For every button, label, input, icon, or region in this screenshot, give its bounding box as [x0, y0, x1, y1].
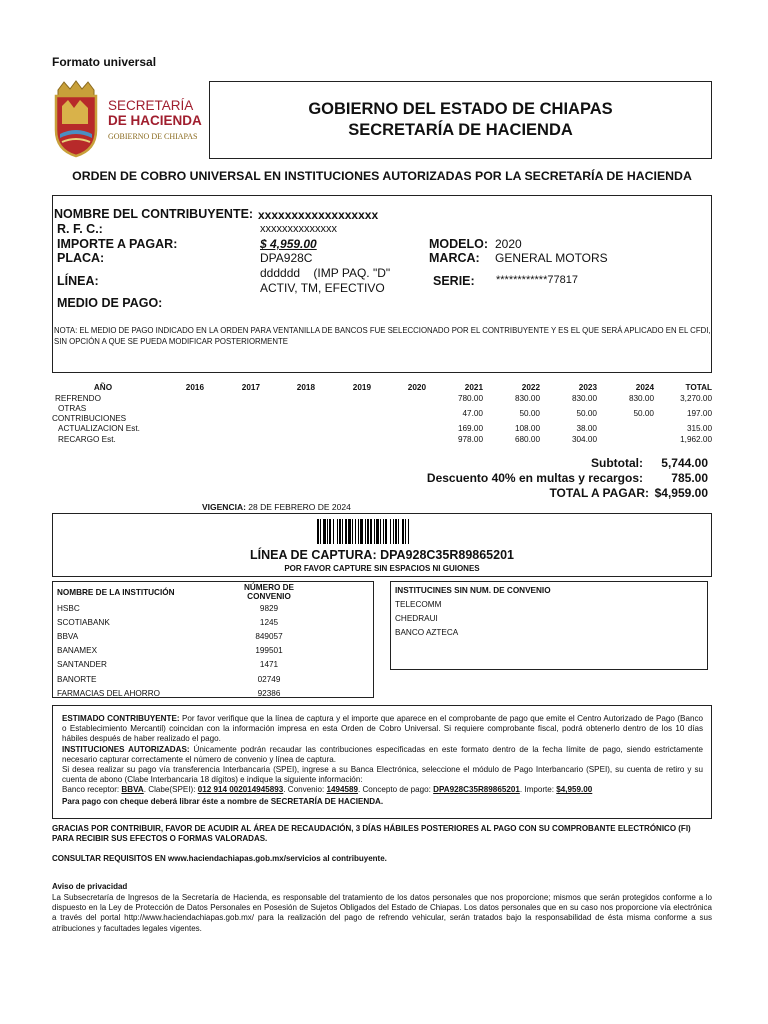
table-row [52, 424, 712, 435]
header-2016: 2016 [185, 383, 204, 392]
order-title: ORDEN DE COBRO UNIVERSAL EN INSTITUCIONES AUTORIZADAS POR LA SECRETARÍA DE HACIENDA [72, 169, 692, 183]
notice-box [52, 705, 712, 819]
spei-amount: $4,959.00 [556, 785, 593, 795]
spei-label-agreement: . Convenio: [283, 785, 327, 795]
table-cell [154, 424, 204, 435]
table-cell: 50.00 [633, 408, 654, 418]
brand-value: GENERAL MOTORS [495, 251, 608, 265]
table-row [53, 601, 373, 615]
table-cell [260, 394, 315, 405]
notice-heading-contribuyente: ESTIMADO CONTRIBUYENTE: [62, 714, 180, 723]
payment-note: NOTA: EL MEDIO DE PAGO INDICADO EN LA ORDEN PARA VENTANILLA DE BANCOS FUE SELECCIONADO POR EL CONTRIBUYENTE Y ES EL QUE SERÁ APLICADO EN EL CFDI, SIN OPCIÓN A QUE SE PUEDA MODIFICAR POSTERIORMENTE [54, 326, 711, 346]
table-cell [371, 424, 426, 435]
amount-value: $ 4,959.00 [260, 237, 317, 251]
table-cell [204, 404, 260, 424]
table-cell: 830.00 [514, 393, 540, 403]
format-label: Formato universal [52, 55, 157, 69]
header-2020: 2020 [407, 383, 426, 392]
table-cell: 47.00 [462, 408, 483, 418]
institutions-box [52, 581, 374, 698]
agreement-number: 9829 [259, 603, 279, 613]
table-cell: 315.00 [686, 424, 712, 433]
institution-name: FARMACIAS DEL AHORRO [57, 688, 160, 698]
rfc-value: xxxxxxxxxxxxxx [260, 223, 337, 235]
table-cell: 108.00 [514, 424, 540, 433]
taxpayer-box [52, 195, 712, 373]
header-2018: 2018 [296, 383, 315, 392]
table-row [53, 686, 373, 700]
table-cell [371, 394, 426, 405]
spei-label-amount: . Importe: [519, 785, 557, 795]
consult-link-text: CONSULTAR REQUISITOS EN www.haciendachiapas.gob.mx/servicios al contribuyente. [52, 854, 387, 863]
table-cell [315, 424, 371, 435]
header-2021: 2021 [464, 383, 483, 392]
table-cell [204, 394, 260, 405]
rfc-label: R. F. C.: [57, 222, 103, 236]
capture-line: LÍNEA DE CAPTURA: DPA928C35R89865201 [250, 548, 514, 562]
table-cell [597, 435, 654, 446]
years-table [52, 383, 712, 445]
agreement-number: 1471 [259, 660, 279, 670]
no-agreement-table [391, 583, 707, 640]
table-cell: 780.00 [457, 393, 483, 403]
row-label: ACTUALIZACION Est. [58, 424, 140, 433]
logo-text-secretaria: SECRETARÍA [108, 98, 194, 113]
table-cell [154, 404, 204, 424]
subtotal-label: Subtotal: [591, 456, 643, 470]
table-cell [260, 435, 315, 446]
institution-name: SANTANDER [57, 660, 107, 670]
total-value: $4,959.00 [654, 486, 708, 500]
table-cell: 38.00 [576, 424, 597, 433]
check-period: . [380, 796, 384, 806]
table-cell [154, 394, 204, 405]
spei-bank: BBVA [121, 785, 144, 795]
privacy-title: Aviso de privacidad [52, 882, 128, 891]
row-label: RECARGO Est. [58, 434, 116, 444]
name-value: xxxxxxxxxxxxxxxxxx [258, 208, 379, 222]
notice-paragraph-1 [62, 714, 703, 745]
table-cell [204, 435, 260, 446]
row-label: REFRENDO [55, 393, 101, 403]
table-row [53, 629, 373, 643]
table-cell [371, 404, 426, 424]
spei-agreement: 1494589 [326, 785, 358, 795]
amount-label: IMPORTE A PAGAR: [57, 237, 178, 251]
model-value: 2020 [495, 237, 522, 251]
payment-method-label: MEDIO DE PAGO: [57, 296, 163, 310]
institution-name: BANAMEX [57, 646, 98, 656]
validity-label: VIGENCIA: [202, 502, 246, 512]
no-agreement-header: INSTITUCINES SIN NUM. DE CONVENIO [395, 585, 551, 595]
logo-text-hacienda: DE HACIENDA [108, 113, 202, 128]
row-label-line-1: OTRAS [58, 404, 87, 413]
secretaria-logo [52, 80, 210, 160]
serial-value: ************77817 [496, 274, 578, 286]
capture-box [52, 513, 712, 577]
table-cell: 1,962.00 [680, 434, 712, 444]
notice-heading-instituciones: INSTITUCIONES AUTORIZADAS: [62, 744, 190, 754]
coat-of-arms-icon [52, 80, 100, 158]
table-row [391, 626, 707, 640]
header-2024: 2024 [635, 383, 654, 392]
table-cell: 169.00 [457, 424, 483, 433]
institution-name: CHEDRAUI [395, 613, 438, 623]
table-row [52, 394, 712, 405]
table-cell: 978.00 [457, 434, 483, 444]
privacy-text: La Subsecretaría de Ingresos de la Secretaría de Hacienda, es responsable del tratamiento de los datos personales que nos proporcione; mismos que serán protegidos conforme a lo dispuesto en la Ley de Protección de Datos Personales en Posesión de Sujetos Obligados del Estado de Chiapas. Los datos personales que en su caso nos proporcione vía electrónica a través del portal http://www.haciendachiapas.gob.mx/ para la realización del pago de refrendo vehicular, serán tratados bajo la responsabilidad de ésta misma conforme a sus atribuciones y facultades legales vigentes. [52, 893, 712, 933]
agreement-number: 02749 [257, 674, 281, 684]
header-title-box [209, 81, 712, 159]
thanks-line-2: PARA RECIBIR SUS EFECTOS O FORMAS VALORADAS. [52, 834, 268, 843]
barcode [317, 519, 449, 544]
title-line-1: GOBIERNO DEL ESTADO DE CHIAPAS [308, 100, 613, 118]
check-text: Para pago con cheque deberá librar éste a nombre de [62, 796, 271, 806]
header-2023: 2023 [578, 383, 597, 392]
header-2019: 2019 [352, 383, 371, 392]
table-cell [315, 404, 371, 424]
institution-name: BANCO AZTECA [395, 628, 459, 638]
agreement-number: 849057 [255, 631, 283, 641]
institution-name: HSBC [57, 603, 80, 613]
table-row [53, 644, 373, 658]
institution-name: BBVA [57, 631, 79, 641]
table-cell [260, 404, 315, 424]
line-value-2: ACTIV, TM, EFECTIVO [260, 281, 385, 295]
plate-label: PLACA: [57, 251, 105, 265]
thanks-line-1: GRACIAS POR CONTRIBUIR, FAVOR DE ACUDIR AL ÁREA DE RECAUDACIÓN, 3 DÍAS HÁBILES POSTERIORES AL PAGO CON SU COMPROBANTE ELECTRÓNICO (FI) [52, 824, 691, 833]
name-label: NOMBRE DEL CONTRIBUYENTE: [54, 207, 254, 221]
table-cell [154, 435, 204, 446]
agreement-number-header: NÚMERO DE CONVENIO [243, 583, 295, 601]
header-year: AÑO [93, 383, 113, 392]
table-cell [315, 394, 371, 405]
table-cell: 50.00 [576, 408, 597, 418]
discount-label: Descuento 40% en multas y recargos: [426, 471, 643, 485]
notice-paragraph-2 [62, 745, 703, 765]
header-total: TOTAL [685, 383, 712, 392]
serial-label: SERIE: [433, 274, 475, 288]
table-row [391, 597, 707, 611]
validity-value: 28 DE FEBRERO DE 2024 [248, 502, 351, 512]
institution-name: SCOTIABANK [57, 617, 110, 627]
table-cell [260, 424, 315, 435]
spei-concept: DPA928C35R89865201 [433, 785, 520, 795]
spei-clabe: 012 914 002014945893 [197, 785, 284, 795]
validity [202, 502, 351, 512]
institution-name-header: NOMBRE DE LA INSTITUCIÓN [57, 587, 175, 597]
table-cell: 830.00 [571, 393, 597, 403]
table-row [53, 672, 373, 686]
table-row [52, 435, 712, 446]
line-label: LÍNEA: [57, 274, 99, 288]
years-header-row [52, 383, 712, 394]
row-label-line-2: CONTRIBUCIONES [52, 414, 127, 423]
table-cell: 680.00 [514, 434, 540, 444]
notice-text-1: Por favor verifique que la línea de captura y el importe que aparece en el comprobante de pago que emite el Centro Autorizado de Pago (Banco o Establecimiento Mercantil) coincidan con la información impresa en esta Orden de Cobro Universal. Si requiere comprobante fiscal, podrá obtenerlo dentro de los 10 días hábiles después de haber realizado el pago. [62, 714, 704, 744]
total-label: TOTAL A PAGAR: [549, 486, 649, 500]
table-row [52, 404, 712, 424]
table-cell: 197.00 [686, 408, 712, 418]
discount-value: 785.00 [671, 471, 708, 485]
institution-name: TELECOMM [395, 599, 442, 609]
plate-value: DPA928C [260, 251, 313, 265]
capture-hint: POR FAVOR CAPTURE SIN ESPACIOS NI GUIONES [284, 564, 480, 573]
table-row [391, 611, 707, 625]
spei-label-clabe: . Clabe(SPEI): [143, 785, 198, 795]
spei-label-bank: Banco receptor: [62, 785, 122, 795]
table-cell: 3,270.00 [680, 393, 712, 403]
check-payee: SECRETARÍA DE HACIENDA [270, 796, 381, 806]
row-label [52, 404, 154, 424]
table-row [53, 615, 373, 629]
institutions-header-row [53, 583, 373, 601]
agreement-number: 92386 [257, 688, 281, 698]
line-value-1: dddddd (IMP PAQ. "D" [260, 266, 391, 280]
agreement-number: 199501 [255, 646, 283, 656]
table-cell: 50.00 [519, 408, 540, 418]
institutions-table [53, 583, 373, 700]
notice-text-2: Únicamente podrán recaudar las contribuciones especificadas en este formato dentro de la fecha límite de pago, siendo estrictamente necesario capturar correctamente el número de convenio y línea de captura. [62, 744, 703, 764]
header-2017: 2017 [241, 383, 260, 392]
institution-name: BANORTE [57, 674, 97, 684]
header-2022: 2022 [521, 383, 540, 392]
spei-label-concept: . Concepto de pago: [357, 785, 434, 795]
logo-text-gobierno: GOBIERNO DE CHIAPAS [108, 132, 198, 141]
no-agreement-institutions-box [390, 581, 708, 670]
table-cell [204, 424, 260, 435]
table-row [53, 658, 373, 672]
subtotal-value: 5,744.00 [661, 456, 708, 470]
table-cell [371, 435, 426, 446]
brand-label: MARCA: [429, 251, 480, 265]
model-label: MODELO: [429, 237, 489, 251]
table-cell: 830.00 [628, 393, 654, 403]
notice-paragraph-5 [62, 797, 703, 807]
notice-paragraph-3: Si desea realizar su pago vía transferencia Interbancaria (SPEI), ingrese a su Banca Electrónica, seleccione el módulo de Pago Interbancario (SPEI), su cuenta de retiro y su cuenta de abono (Clabe Interbancaria 18 dígitos) e indique la siguiente información: [62, 765, 703, 785]
table-cell: 304.00 [571, 434, 597, 444]
title-line-2: SECRETARÍA DE HACIENDA [348, 121, 573, 139]
agreement-number: 1245 [259, 617, 279, 627]
table-cell [315, 435, 371, 446]
notice-paragraph-4 [62, 785, 703, 795]
table-cell [597, 424, 654, 435]
